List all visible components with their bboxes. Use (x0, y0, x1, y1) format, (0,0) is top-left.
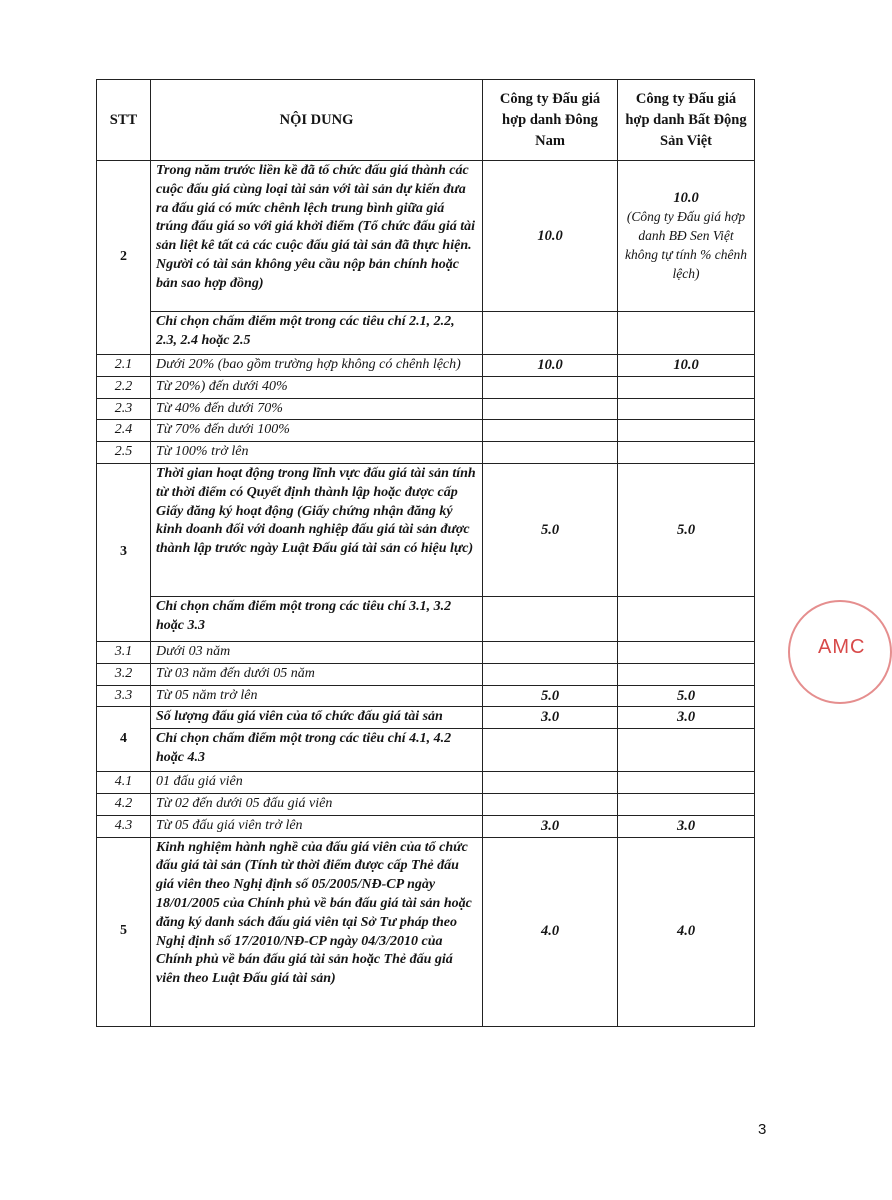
score-company-a (483, 729, 618, 772)
table-row (97, 685, 755, 707)
row-content: Chỉ chọn chấm điểm một trong các tiêu chí 2.1, 2.2, 2.3, 2.4 hoặc 2.5 (151, 312, 483, 355)
row-stt: 4 (97, 707, 151, 772)
score-company-a: 5.0 (483, 463, 618, 596)
table-row (97, 442, 755, 464)
score-company-b (618, 312, 755, 355)
row-content: Thời gian hoạt động trong lĩnh vực đấu giá tài sản tính từ thời điểm có Quyết định thành lập hoặc được cấp Giấy đăng ký hoạt động (Giấy chứng nhận đăng ký kinh doanh đối với doanh nghiệp đấu giá tài sản được thành lập trước ngày Luật Đấu giá tài sản có hiệu lực) (151, 463, 483, 596)
stamp-text: AMC (818, 636, 866, 658)
table-row (97, 161, 755, 312)
table-row (97, 376, 755, 398)
table-row (97, 596, 755, 641)
score-company-b: 5.0 (618, 685, 755, 707)
row-stt: 2 (97, 161, 151, 355)
table-row (97, 398, 755, 420)
table-row (97, 663, 755, 685)
score-company-a (483, 793, 618, 815)
table-row (97, 312, 755, 355)
row-content: Từ 02 đến dưới 05 đấu giá viên (151, 793, 483, 815)
row-stt: 5 (97, 837, 151, 1026)
header-company-b: Công ty Đấu giá hợp danh Bất Động Sản Việt (618, 80, 755, 161)
table-row (97, 772, 755, 794)
row-content: 01 đấu giá viên (151, 772, 483, 794)
score-company-a (483, 376, 618, 398)
row-content: Chỉ chọn chấm điểm một trong các tiêu chí 4.1, 4.2 hoặc 4.3 (151, 729, 483, 772)
score-company-a (483, 312, 618, 355)
row-content: Kinh nghiệm hành nghề của đấu giá viên của tổ chức đấu giá tài sản (Tính từ thời điểm được cấp Thẻ đấu giá viên theo Nghị định số 05/2005/NĐ-CP ngày 18/01/2005 của Chính phủ về bán đấu giá tài sản hoặc đăng ký danh sách đấu giá viên tại Sở Tư pháp theo Nghị định số 17/2010/NĐ-CP ngày 04/3/2010 của Chính phủ về bán đấu giá tài sản hoặc Thẻ đấu giá viên theo Luật Đấu giá tài sản) (151, 837, 483, 1026)
score-company-b (618, 398, 755, 420)
header-company-a: Công ty Đấu giá hợp danh Đông Nam (483, 80, 618, 161)
score-company-b (618, 641, 755, 663)
score-company-b (618, 442, 755, 464)
table-header-row (97, 80, 755, 161)
score-company-b: 3.0 (618, 707, 755, 729)
table-row (97, 815, 755, 837)
row-stt: 3 (97, 463, 151, 641)
score-company-a (483, 596, 618, 641)
header-stt: STT (97, 80, 151, 161)
score-note: (Công ty Đấu giá hợp danh BĐ Sen Việt không tự tính % chênh lệch) (624, 209, 748, 282)
score-company-b (618, 772, 755, 794)
score-company-a: 10.0 (483, 355, 618, 377)
score-company-b: 10.0 (618, 355, 755, 377)
row-stt: 3.1 (97, 641, 151, 663)
table-row (97, 420, 755, 442)
evaluation-table (96, 79, 755, 1027)
row-stt: 2.4 (97, 420, 151, 442)
score-company-b: 4.0 (618, 837, 755, 1026)
row-stt: 3.2 (97, 663, 151, 685)
row-content: Từ 70% đến dưới 100% (151, 420, 483, 442)
page-number: 3 (758, 1121, 767, 1138)
score-company-b (618, 663, 755, 685)
score-company-a: 3.0 (483, 707, 618, 729)
row-content: Từ 05 năm trở lên (151, 685, 483, 707)
row-stt: 2.5 (97, 442, 151, 464)
row-stt: 2.2 (97, 376, 151, 398)
score-company-b (618, 793, 755, 815)
table-row (97, 641, 755, 663)
score-company-a: 10.0 (483, 161, 618, 312)
score-company-a (483, 398, 618, 420)
row-content: Từ 05 đấu giá viên trở lên (151, 815, 483, 837)
table-row (97, 707, 755, 729)
row-content: Dưới 20% (bao gồm trường hợp không có chênh lệch) (151, 355, 483, 377)
score-company-a: 5.0 (483, 685, 618, 707)
row-stt: 3.3 (97, 685, 151, 707)
row-stt: 2.3 (97, 398, 151, 420)
row-content: Từ 100% trở lên (151, 442, 483, 464)
row-content: Trong năm trước liền kề đã tổ chức đấu giá thành các cuộc đấu giá cùng loại tài sản với tài sản dự kiến đưa ra đấu giá có mức chênh lệch trung bình giữa giá trúng đấu giá so với giá khởi điểm (Tổ chức đấu giá tài sản liệt kê tất cả các cuộc đấu giá tài sản đã thực hiện. Người có tài sản không yêu cầu nộp bản chính hoặc bản sao hợp đồng) (151, 161, 483, 312)
row-content: Dưới 03 năm (151, 641, 483, 663)
table-row (97, 837, 755, 1026)
table-row (97, 729, 755, 772)
score-company-b (618, 420, 755, 442)
row-stt: 4.1 (97, 772, 151, 794)
score-company-b (618, 596, 755, 641)
row-content: Số lượng đấu giá viên của tổ chức đấu giá tài sản (151, 707, 483, 729)
score-value: 10.0 (673, 189, 699, 206)
table-row (97, 355, 755, 377)
row-stt: 2.1 (97, 355, 151, 377)
row-content: Chỉ chọn chấm điểm một trong các tiêu chí 3.1, 3.2 hoặc 3.3 (151, 596, 483, 641)
score-company-a (483, 663, 618, 685)
score-company-b (618, 376, 755, 398)
header-content: NỘI DUNG (151, 80, 483, 161)
score-company-a: 3.0 (483, 815, 618, 837)
score-company-b: 5.0 (618, 463, 755, 596)
row-content: Từ 03 năm đến dưới 05 năm (151, 663, 483, 685)
score-company-b: 3.0 (618, 815, 755, 837)
score-company-b (618, 729, 755, 772)
score-company-a (483, 420, 618, 442)
row-content: Từ 40% đến dưới 70% (151, 398, 483, 420)
score-company-a: 4.0 (483, 837, 618, 1026)
score-company-b (618, 161, 755, 312)
score-company-a (483, 772, 618, 794)
table-row (97, 463, 755, 596)
table-row (97, 793, 755, 815)
row-stt: 4.2 (97, 793, 151, 815)
score-company-a (483, 641, 618, 663)
row-content: Từ 20%) đến dưới 40% (151, 376, 483, 398)
row-stt: 4.3 (97, 815, 151, 837)
score-company-a (483, 442, 618, 464)
